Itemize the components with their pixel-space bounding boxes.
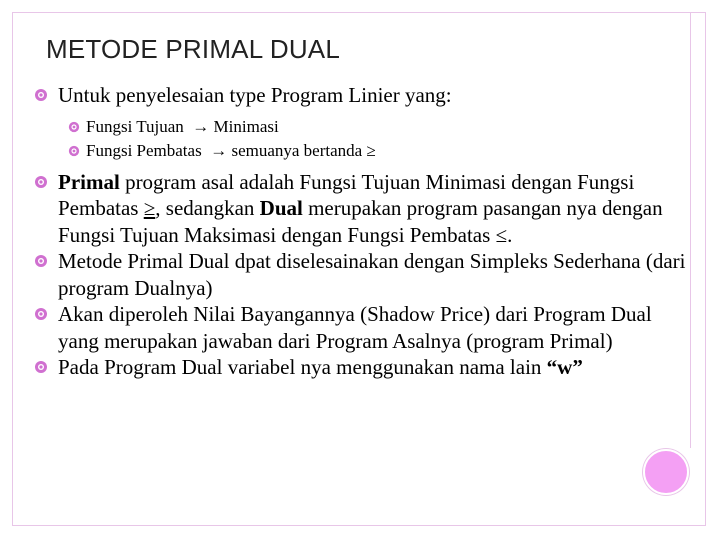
sub-item-label: Fungsi Pembatas [86, 140, 202, 160]
flower-bullet-icon [68, 145, 80, 157]
primal-text-b: , sedangkan [155, 196, 260, 220]
flower-bullet-icon [34, 254, 48, 268]
sub-item-label: Fungsi Tujuan [86, 116, 184, 136]
flower-bullet-icon [68, 121, 80, 133]
primal-text-c: merupakan program pasangan nya dengan Fungsi Tujuan Maksimasi dengan Fungsi Pembatas [58, 196, 663, 247]
primal-term: Primal [58, 169, 120, 194]
flower-bullet-icon [34, 175, 48, 189]
metode-text: Metode Primal Dual dpat diselesainakan dengan Simpleks Sederhana (dari program Dualnya) [58, 249, 686, 300]
flower-bullet-icon [34, 360, 48, 374]
main-bullets [34, 169, 694, 381]
primal-text-d: . [507, 222, 513, 247]
bullet-nilai-bayangan [34, 301, 694, 354]
geq-symbol: ≥ [143, 196, 156, 220]
flower-bullet-icon [34, 307, 48, 321]
bullet-intro [34, 82, 694, 109]
slide-title: METODE PRIMAL DUAL [46, 34, 340, 64]
variabel-name: “w” [546, 355, 583, 379]
arrow-icon: → [210, 140, 228, 160]
sub-item-value: Minimasi [213, 116, 279, 136]
nilai-bayangan-text: Akan diperoleh Nilai Bayangannya (Shadow Price) dari Program Dual yang merupakan jawaban dari Program Asalnya (program Primal) [58, 302, 652, 353]
primal-text-a: program asal adalah Fungsi Tujuan Minimasi dengan Fungsi Pembatas [58, 169, 635, 220]
intro-text: Untuk penyelesaian type Program Linier yang: [58, 83, 452, 107]
bullet-metode [34, 248, 694, 301]
sub-item-fungsi-pembatas [34, 139, 694, 163]
bullet-primal [34, 169, 694, 249]
variabel-text: Pada Program Dual variabel nya menggunakan nama lain [58, 355, 547, 379]
sub-item-fungsi-tujuan [34, 115, 694, 139]
flower-bullet-icon [34, 88, 48, 102]
sub-item-value: semuanya bertanda ≥ [231, 140, 376, 160]
sub-list [34, 115, 694, 163]
slide-body [34, 82, 694, 381]
dual-term: Dual [259, 196, 303, 220]
bullet-variabel [34, 354, 694, 381]
decorative-circle [643, 449, 689, 495]
arrow-icon: → [192, 116, 210, 136]
leq-symbol: ≤ [495, 222, 508, 247]
